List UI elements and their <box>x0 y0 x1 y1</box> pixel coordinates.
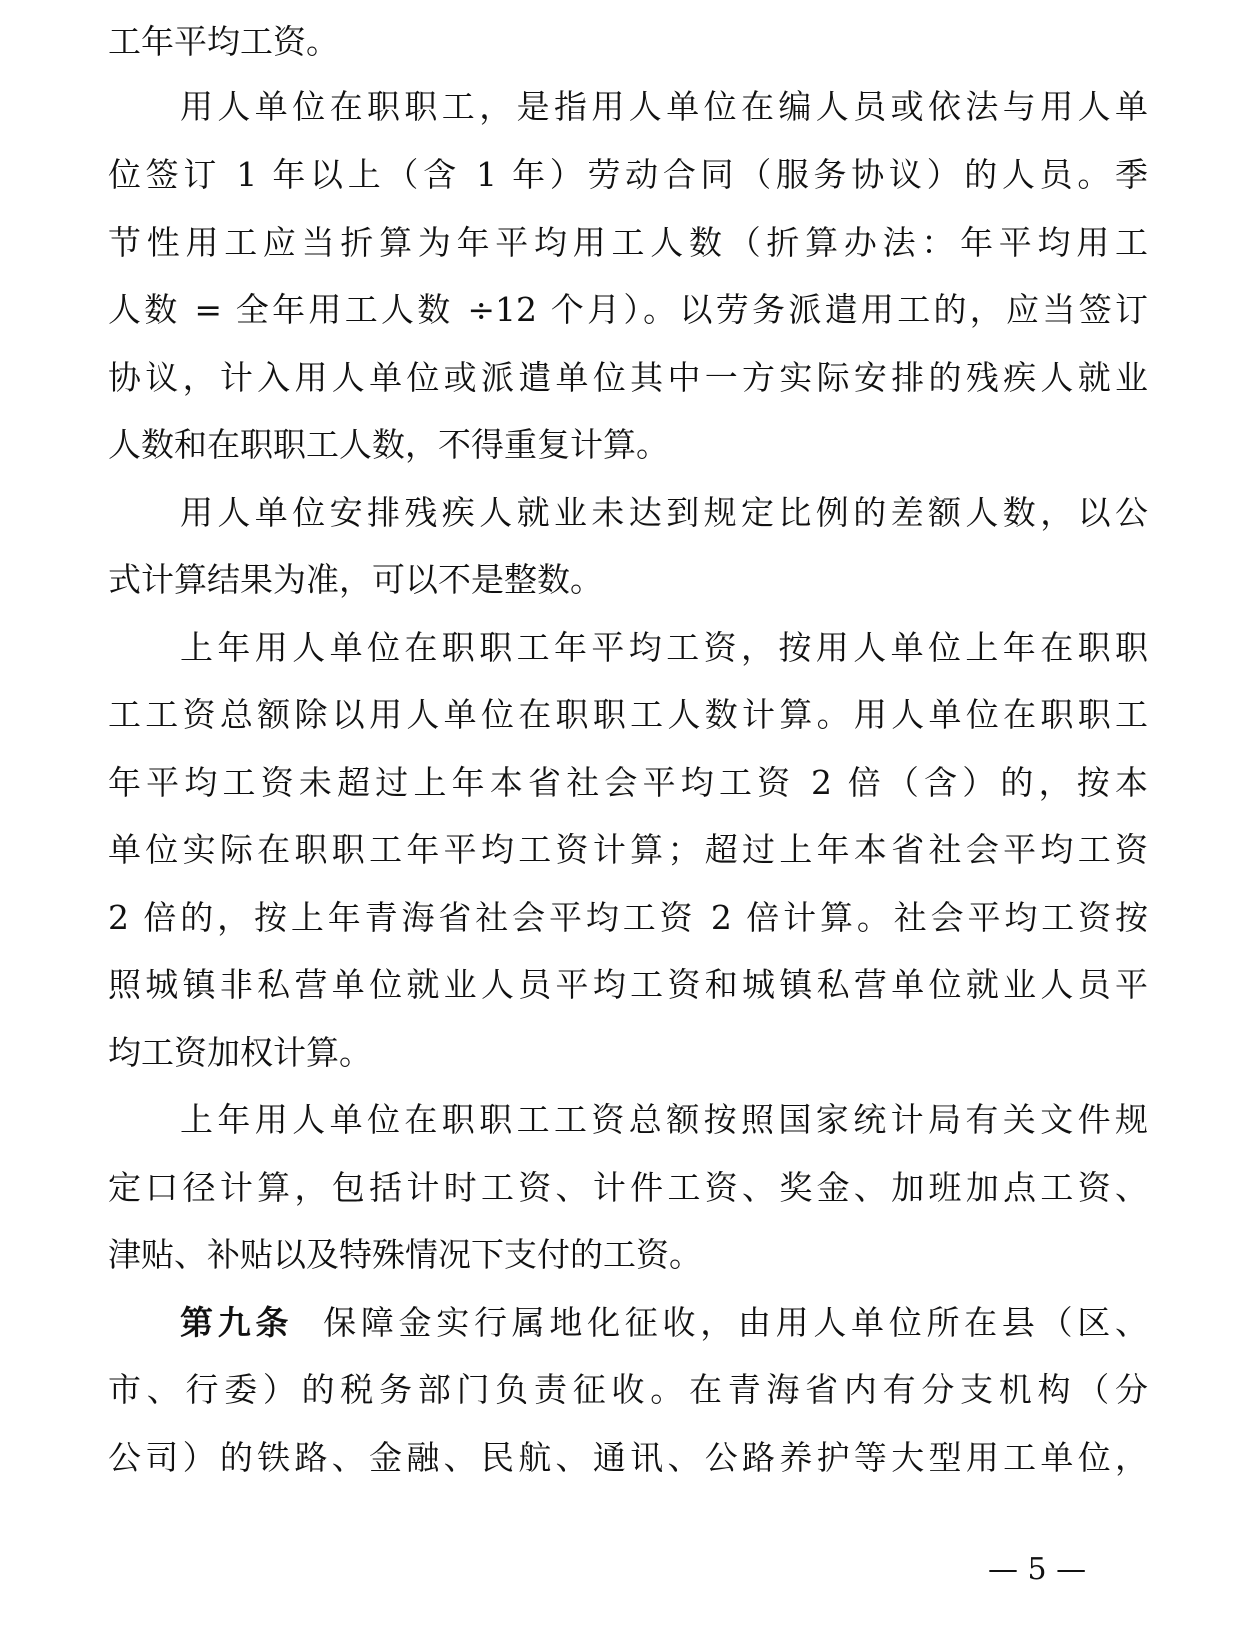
text-line: 式计算结果为准，可以不是整数。 <box>108 560 603 599</box>
article-line <box>108 1303 1148 1343</box>
text-line: 用人单位在职职工，是指用人单位在编人员或依法与用人单 <box>180 87 1148 126</box>
text-line: 津贴、补贴以及特殊情况下支付的工资。 <box>108 1235 702 1274</box>
text-line: 市、行委）的税务部门负责征收。在青海省内有分支机构（分 <box>108 1370 1148 1409</box>
text-line: 2 倍的，按上年青海省社会平均工资 2 倍计算。社会平均工资按 <box>108 898 1148 937</box>
text-line: 定口径计算，包括计时工资、计件工资、奖金、加班加点工资、 <box>108 1168 1148 1207</box>
text-line: 照城镇非私营单位就业人员平均工资和城镇私营单位就业人员平 <box>108 965 1148 1004</box>
text-line: 年平均工资未超过上年本省社会平均工资 2 倍（含）的，按本 <box>108 763 1148 802</box>
text-line: 用人单位安排残疾人就业未达到规定比例的差额人数，以公 <box>180 493 1148 532</box>
article-label: 第九条 <box>180 1303 294 1342</box>
article-text: 保障金实行属地化征收，由用人单位所在县（区、 <box>323 1303 1148 1342</box>
text-line: 单位实际在职职工年平均工资计算；超过上年本省社会平均工资 <box>108 830 1148 869</box>
page-number: — 5 — <box>988 1552 1087 1587</box>
text-line: 上年用人单位在职职工工资总额按照国家统计局有关文件规 <box>180 1100 1148 1139</box>
text-line: 协议，计入用人单位或派遣单位其中一方实际安排的残疾人就业 <box>108 358 1148 397</box>
text-line: 节性用工应当折算为年平均用工人数（折算办法：年平均用工 <box>108 223 1148 262</box>
text-line: 人数 = 全年用工人数 ÷12 个月）。以劳务派遣用工的，应当签订 <box>108 290 1148 329</box>
text-line: 人数和在职职工人数，不得重复计算。 <box>108 425 669 464</box>
text-line: 公司）的铁路、金融、民航、通讯、公路养护等大型用工单位， <box>108 1438 1148 1477</box>
text-line: 工年平均工资。 <box>108 22 339 61</box>
text-line: 工工资总额除以用人单位在职职工人数计算。用人单位在职职工 <box>108 695 1148 734</box>
text-line: 位签订 1 年以上（含 1 年）劳动合同（服务协议）的人员。季 <box>108 155 1148 194</box>
text-line: 均工资加权计算。 <box>108 1033 372 1072</box>
text-line: 上年用人单位在职职工年平均工资，按用人单位上年在职职 <box>180 628 1148 667</box>
